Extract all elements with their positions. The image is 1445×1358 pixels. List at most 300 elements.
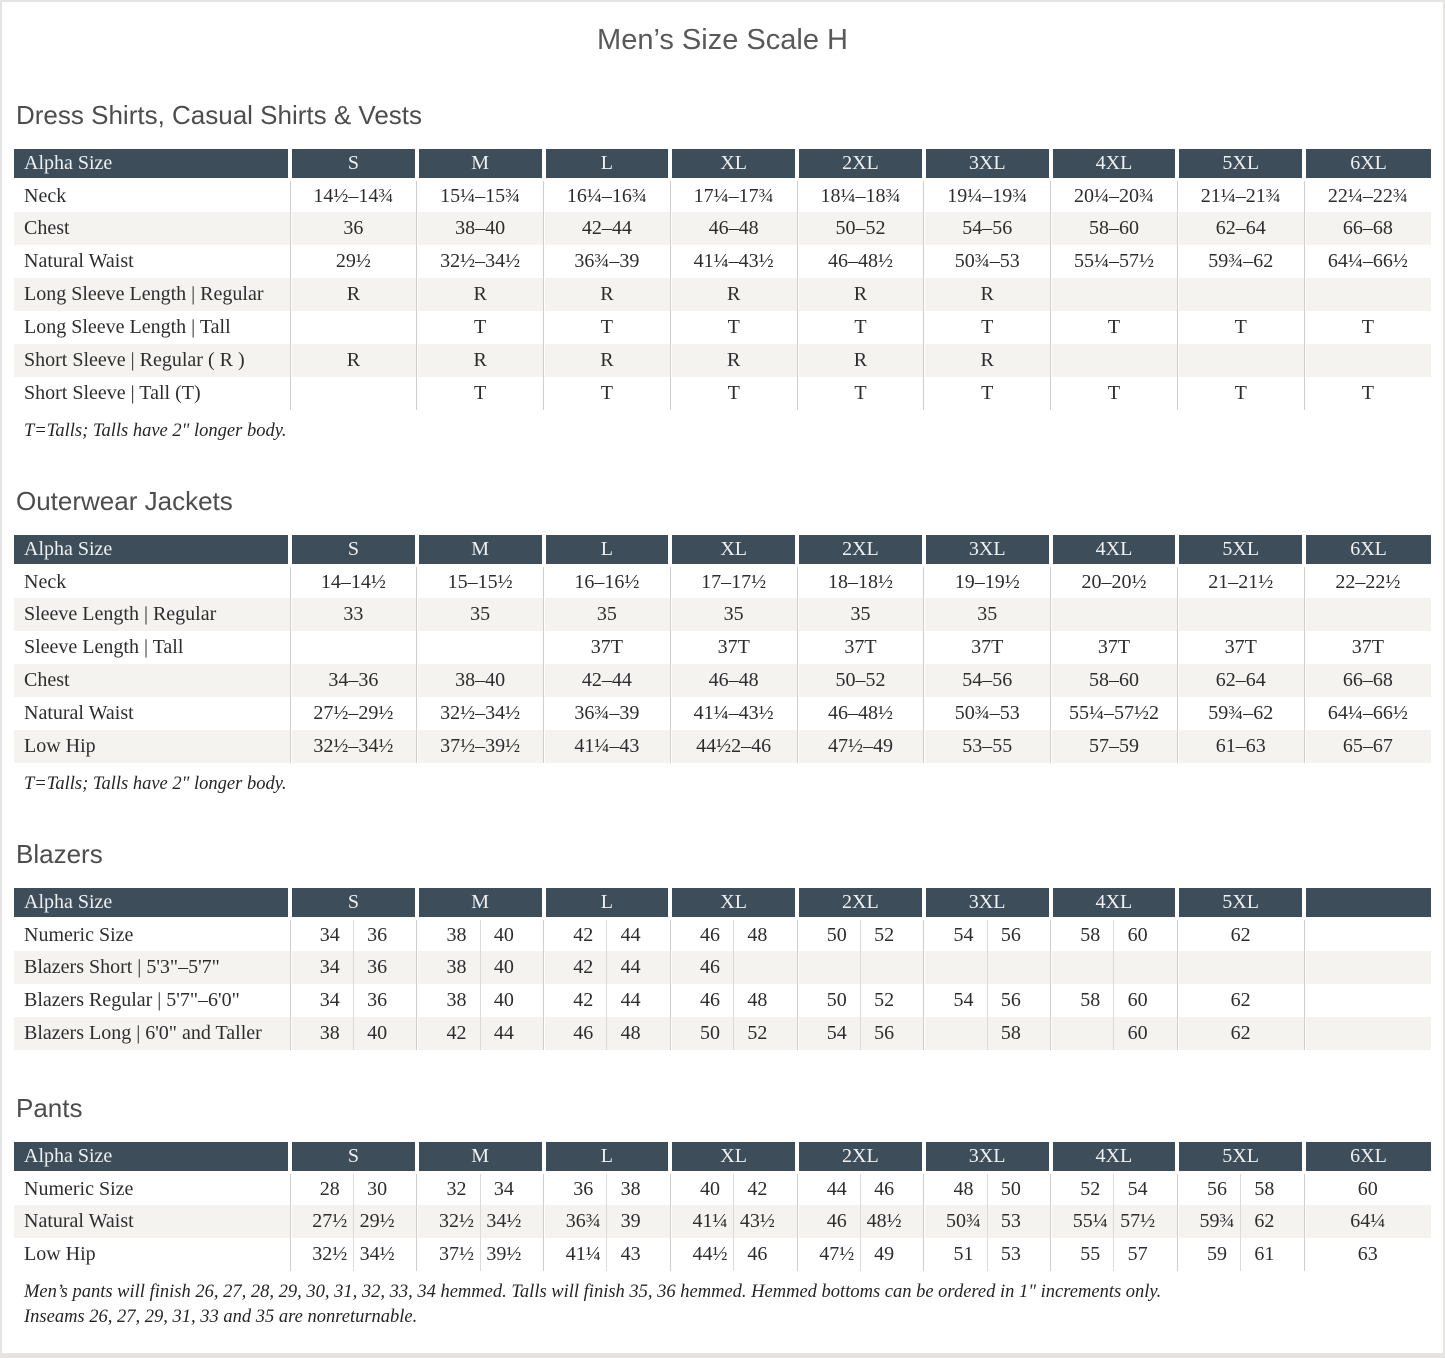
size-column-header: 6XL [1304, 535, 1431, 565]
value-cell: 42–44 [544, 664, 671, 697]
value-cell: 16¼–16¾ [544, 179, 671, 212]
value-cell: 35 [924, 598, 1051, 631]
section-heading-blazers: Blazers [16, 839, 103, 869]
value-cell [1304, 984, 1431, 1017]
size-column-header: 3XL [924, 535, 1051, 565]
value-cell: 34 [290, 951, 353, 984]
value-cell: 38 [290, 1017, 353, 1050]
value-cell: 44½2–46 [670, 730, 797, 763]
value-cell [734, 951, 797, 984]
value-cell: T [417, 311, 544, 344]
value-cell: 20–20½ [1051, 565, 1178, 598]
outerwear-jackets-footnotes [14, 772, 1431, 796]
value-cell: 58 [1051, 918, 1114, 951]
header-row [14, 535, 1431, 565]
value-cell: 27½ [290, 1205, 353, 1238]
value-cell: R [544, 278, 671, 311]
value-cell: 32 [417, 1172, 480, 1205]
value-cell: 42 [544, 951, 607, 984]
size-column-header: S [290, 1142, 417, 1172]
value-cell: 54 [1114, 1172, 1177, 1205]
value-cell: 50 [987, 1172, 1050, 1205]
header-row [14, 149, 1431, 179]
value-cell: 58 [1051, 984, 1114, 1017]
value-cell: 46–48 [670, 212, 797, 245]
table-row [14, 245, 1431, 278]
value-cell: 54–56 [924, 664, 1051, 697]
value-cell: 52 [1051, 1172, 1114, 1205]
value-cell: 60 [1304, 1172, 1431, 1205]
size-column-header: M [417, 149, 544, 179]
value-cell: 65–67 [1304, 730, 1431, 763]
footnote: Men’s pants will finish 26, 27, 28, 29, 30, 31, 32, 33, 34 hemmed. Talls will finish 35, 36 hemmed. Hemmed bottoms can be ordered in 1" increments only. [24, 1282, 1162, 1302]
value-cell: 37T [797, 631, 924, 664]
value-cell [1304, 598, 1431, 631]
value-cell: 59 [1177, 1238, 1240, 1271]
value-cell [290, 377, 417, 410]
value-cell: 55 [1051, 1238, 1114, 1271]
size-column-header: L [544, 535, 671, 565]
row-label-cell: Chest [24, 669, 70, 691]
value-cell: 46–48½ [797, 245, 924, 278]
row-label-cell: Blazers Long | 6'0" and Taller [24, 1022, 262, 1044]
value-cell: R [670, 278, 797, 311]
value-cell: 54 [797, 1017, 860, 1050]
value-cell: 44 [797, 1172, 860, 1205]
value-cell: 50–52 [797, 664, 924, 697]
value-cell: 15¼–15¾ [417, 179, 544, 212]
value-cell: 34½ [353, 1238, 416, 1271]
value-cell: 38 [417, 984, 480, 1017]
row-label-cell: Numeric Size [24, 1177, 134, 1200]
size-column-header: 4XL [1051, 888, 1178, 918]
row-label-cell: Numeric Size [24, 923, 134, 946]
table-row [14, 1205, 1431, 1238]
value-cell: 34 [480, 1172, 543, 1205]
blazers-size-table [14, 888, 1431, 1050]
value-cell: 40 [670, 1172, 733, 1205]
value-cell: 44½ [670, 1238, 733, 1271]
value-cell: 19¼–19¾ [924, 179, 1051, 212]
value-cell: 37½ [417, 1238, 480, 1271]
value-cell: 35 [417, 598, 544, 631]
row-label-cell: Low Hip [24, 735, 96, 757]
table-row [14, 1238, 1431, 1271]
value-cell: 22–22½ [1304, 565, 1431, 598]
header-row [14, 1142, 1431, 1172]
value-cell: 50 [797, 918, 860, 951]
value-cell: T [797, 377, 924, 410]
table-row [14, 179, 1431, 212]
value-cell: 34 [290, 918, 353, 951]
value-cell: 19–19½ [924, 565, 1051, 598]
value-cell [1051, 951, 1114, 984]
value-cell: 18¼–18¾ [797, 179, 924, 212]
row-label-cell: Neck [24, 184, 67, 207]
row-label-cell: Sleeve Length | Regular [24, 603, 217, 625]
value-cell: 35 [670, 598, 797, 631]
value-cell: 50¾–53 [924, 697, 1051, 730]
value-cell: 51 [924, 1238, 987, 1271]
value-cell: 36¾–39 [544, 697, 671, 730]
value-cell: 48 [607, 1017, 670, 1050]
value-cell: R [797, 278, 924, 311]
value-cell: 32½–34½ [417, 245, 544, 278]
value-cell: 48 [924, 1172, 987, 1205]
value-cell: 15–15½ [417, 565, 544, 598]
value-cell: 48½ [860, 1205, 923, 1238]
value-cell: T [544, 311, 671, 344]
value-cell: 46 [797, 1205, 860, 1238]
value-cell: 57½ [1114, 1205, 1177, 1238]
value-cell [1051, 278, 1178, 311]
row-label-cell: Natural Waist [24, 250, 134, 272]
value-cell: 66–68 [1304, 664, 1431, 697]
row-label-cell: Long Sleeve Length | Tall [24, 316, 231, 338]
row-label-cell: Long Sleeve Length | Regular [24, 283, 264, 305]
row-label-cell: Natural Waist [24, 1210, 134, 1232]
row-label-cell: Short Sleeve | Regular ( R ) [24, 349, 245, 371]
value-cell: 38–40 [417, 664, 544, 697]
value-cell: 62 [1241, 1205, 1304, 1238]
value-cell: 54–56 [924, 212, 1051, 245]
size-column-header: S [290, 888, 417, 918]
value-cell: 33 [290, 598, 417, 631]
size-column-header: 5XL [1177, 535, 1304, 565]
value-cell: 50¾ [924, 1205, 987, 1238]
size-column-header: 6XL [1304, 1142, 1431, 1172]
value-cell: T [1177, 311, 1304, 344]
value-cell: 28 [290, 1172, 353, 1205]
value-cell: 52 [860, 984, 923, 1017]
value-cell: 38–40 [417, 212, 544, 245]
value-cell: T [1304, 311, 1431, 344]
value-cell: 29½ [290, 245, 417, 278]
value-cell [1304, 918, 1431, 951]
value-cell: T [670, 377, 797, 410]
size-column-header: 4XL [1051, 535, 1178, 565]
footnote: T=Talls; Talls have 2" longer body. [24, 774, 287, 794]
value-cell: 36 [544, 1172, 607, 1205]
value-cell: T [797, 311, 924, 344]
size-column-header: 2XL [797, 149, 924, 179]
value-cell: 62–64 [1177, 212, 1304, 245]
value-cell: 41¼–43 [544, 730, 671, 763]
value-cell: 46 [734, 1238, 797, 1271]
pants-footnotes [14, 1280, 1431, 1329]
value-cell: 32½ [290, 1238, 353, 1271]
size-column-header: S [290, 535, 417, 565]
value-cell: 59¾ [1177, 1205, 1240, 1238]
size-column-header: XL [670, 149, 797, 179]
value-cell: R [797, 344, 924, 377]
size-column-header: 4XL [1051, 1142, 1178, 1172]
value-cell: 38 [607, 1172, 670, 1205]
table-row [14, 730, 1431, 763]
size-column-header: 4XL [1051, 149, 1178, 179]
value-cell [290, 311, 417, 344]
value-cell: 61–63 [1177, 730, 1304, 763]
value-cell [1304, 951, 1431, 984]
value-cell: 50 [797, 984, 860, 1017]
row-label-cell: Chest [24, 217, 70, 239]
value-cell: T [417, 377, 544, 410]
size-column-header: M [417, 535, 544, 565]
section-dress-shirts [14, 100, 1431, 443]
label-column-header: Alpha Size [14, 149, 290, 179]
table-row [14, 951, 1431, 984]
value-cell [1051, 1017, 1114, 1050]
value-cell: 46–48 [670, 664, 797, 697]
value-cell: 47½–49 [797, 730, 924, 763]
value-cell: 21¼–21¾ [1177, 179, 1304, 212]
value-cell: 36 [290, 212, 417, 245]
table-row [14, 697, 1431, 730]
value-cell: 32½–34½ [290, 730, 417, 763]
dress-shirts-size-table [14, 149, 1431, 410]
value-cell: 39 [607, 1205, 670, 1238]
value-cell: 34–36 [290, 664, 417, 697]
value-cell [1304, 344, 1431, 377]
value-cell [860, 951, 923, 984]
table-row [14, 598, 1431, 631]
value-cell: 40 [480, 918, 543, 951]
value-cell: 36 [353, 951, 416, 984]
page-title: Men’s Size Scale H [597, 24, 848, 56]
value-cell: 14–14½ [290, 565, 417, 598]
value-cell: 58 [987, 1017, 1050, 1050]
value-cell: 37T [924, 631, 1051, 664]
table-row [14, 631, 1431, 664]
value-cell: 62 [1177, 918, 1304, 951]
value-cell [924, 1017, 987, 1050]
size-column-header: XL [670, 535, 797, 565]
value-cell: 32½–34½ [417, 697, 544, 730]
size-column-header: 5XL [1177, 1142, 1304, 1172]
value-cell: T [924, 377, 1051, 410]
section-blazers [14, 839, 1431, 1050]
value-cell: 38 [417, 918, 480, 951]
value-cell: R [417, 344, 544, 377]
value-cell: 53 [987, 1238, 1050, 1271]
value-cell: 42–44 [544, 212, 671, 245]
size-column-header: L [544, 1142, 671, 1172]
value-cell: 48 [734, 984, 797, 1017]
size-column-header: 5XL [1177, 149, 1304, 179]
value-cell: 44 [607, 951, 670, 984]
value-cell: 49 [860, 1238, 923, 1271]
value-cell: 46 [670, 984, 733, 1017]
value-cell: 42 [544, 918, 607, 951]
table-row [14, 565, 1431, 598]
value-cell: 14½–14¾ [290, 179, 417, 212]
value-cell: 48 [734, 918, 797, 951]
header-row [14, 888, 1431, 918]
value-cell: 37T [1304, 631, 1431, 664]
row-label-cell: Blazers Short | 5'3"–5'7" [24, 956, 220, 978]
value-cell: 58–60 [1051, 664, 1178, 697]
value-cell: 36 [353, 918, 416, 951]
value-cell: 50–52 [797, 212, 924, 245]
value-cell: 46–48½ [797, 697, 924, 730]
value-cell: 57 [1114, 1238, 1177, 1271]
value-cell: 47½ [797, 1238, 860, 1271]
value-cell: 50¾–53 [924, 245, 1051, 278]
value-cell: 37T [670, 631, 797, 664]
value-cell: R [544, 344, 671, 377]
table-row [14, 918, 1431, 951]
value-cell: 16–16½ [544, 565, 671, 598]
value-cell: 42 [417, 1017, 480, 1050]
value-cell: 41¼–43½ [670, 697, 797, 730]
value-cell: 40 [480, 984, 543, 1017]
value-cell: 44 [480, 1017, 543, 1050]
size-column-header: 3XL [924, 888, 1051, 918]
value-cell: 61 [1241, 1238, 1304, 1271]
value-cell: 40 [353, 1017, 416, 1050]
value-cell [1051, 598, 1178, 631]
value-cell: 46 [860, 1172, 923, 1205]
value-cell: 54 [924, 984, 987, 1017]
value-cell: R [290, 344, 417, 377]
row-label-cell: Neck [24, 570, 67, 593]
value-cell: R [924, 344, 1051, 377]
value-cell [1114, 951, 1177, 984]
value-cell: 35 [544, 598, 671, 631]
value-cell: T [544, 377, 671, 410]
value-cell: 64¼–66½ [1304, 697, 1431, 730]
value-cell [924, 951, 987, 984]
value-cell: 37T [1177, 631, 1304, 664]
section-heading-dress-shirts: Dress Shirts, Casual Shirts & Vests [16, 100, 423, 130]
size-column-header: M [417, 1142, 544, 1172]
value-cell: R [670, 344, 797, 377]
value-cell: 41¼–43½ [670, 245, 797, 278]
value-cell: 60 [1114, 1017, 1177, 1050]
value-cell: 62–64 [1177, 664, 1304, 697]
value-cell: 56 [1177, 1172, 1240, 1205]
value-cell: 58 [1241, 1172, 1304, 1205]
size-column-header: 6XL [1304, 149, 1431, 179]
size-column-header: M [417, 888, 544, 918]
table-row [14, 212, 1431, 245]
value-cell: 34½ [480, 1205, 543, 1238]
pants-size-table [14, 1142, 1431, 1271]
value-cell: 58–60 [1051, 212, 1178, 245]
value-cell: 32½ [417, 1205, 480, 1238]
value-cell: 37½–39½ [417, 730, 544, 763]
value-cell: 41¼ [544, 1238, 607, 1271]
label-column-header: Alpha Size [14, 1142, 290, 1172]
value-cell: 62 [1177, 1017, 1304, 1050]
value-cell: 42 [544, 984, 607, 1017]
row-label-cell: Blazers Regular | 5'7"–6'0" [24, 989, 240, 1011]
table-row [14, 664, 1431, 697]
value-cell: 56 [987, 918, 1050, 951]
value-cell: 53–55 [924, 730, 1051, 763]
label-column-header: Alpha Size [14, 888, 290, 918]
value-cell: 63 [1304, 1238, 1431, 1271]
size-column-header: L [544, 888, 671, 918]
value-cell [1177, 951, 1304, 984]
section-heading-pants: Pants [16, 1093, 83, 1123]
value-cell: 27½–29½ [290, 697, 417, 730]
value-cell: 34 [290, 984, 353, 1017]
value-cell: 41¼ [670, 1205, 733, 1238]
value-cell: 54 [924, 918, 987, 951]
value-cell: 39½ [480, 1238, 543, 1271]
row-label-cell: Short Sleeve | Tall (T) [24, 382, 201, 404]
value-cell: 60 [1114, 918, 1177, 951]
value-cell: 44 [607, 984, 670, 1017]
value-cell: 52 [860, 918, 923, 951]
dress-shirts-footnotes [14, 419, 1431, 443]
table-row [14, 278, 1431, 311]
value-cell: 53 [987, 1205, 1050, 1238]
table-row [14, 1017, 1431, 1050]
table-row [14, 377, 1431, 410]
size-column-header: XL [670, 1142, 797, 1172]
value-cell: 38 [417, 951, 480, 984]
value-cell: 52 [734, 1017, 797, 1050]
value-cell: 64¼ [1304, 1205, 1431, 1238]
value-cell: 55¼–57½ [1051, 245, 1178, 278]
footnote: Inseams 26, 27, 29, 31, 33 and 35 are nonreturnable. [24, 1307, 418, 1327]
size-column-header: 5XL [1177, 888, 1304, 918]
value-cell: T [1177, 377, 1304, 410]
value-cell: 21–21½ [1177, 565, 1304, 598]
outerwear-jackets-size-table [14, 535, 1431, 763]
value-cell: 57–59 [1051, 730, 1178, 763]
label-column-header: Alpha Size [14, 535, 290, 565]
row-label-cell: Natural Waist [24, 702, 134, 724]
section-pants [14, 1093, 1431, 1329]
value-cell: 18–18½ [797, 565, 924, 598]
value-cell: 46 [670, 951, 733, 984]
value-cell: 36¾ [544, 1205, 607, 1238]
value-cell: 56 [987, 984, 1050, 1017]
value-cell [290, 631, 417, 664]
value-cell: 43½ [734, 1205, 797, 1238]
value-cell: 46 [670, 918, 733, 951]
size-column-header: 2XL [797, 1142, 924, 1172]
value-cell: 44 [607, 918, 670, 951]
value-cell [1304, 278, 1431, 311]
value-cell: 60 [1114, 984, 1177, 1017]
value-cell: 64¼–66½ [1304, 245, 1431, 278]
row-label-cell: Low Hip [24, 1243, 96, 1265]
table-row [14, 984, 1431, 1017]
value-cell: 22¼–22¾ [1304, 179, 1431, 212]
table-row [14, 1172, 1431, 1205]
table-row [14, 311, 1431, 344]
table-row [14, 344, 1431, 377]
value-cell: R [924, 278, 1051, 311]
section-outerwear-jackets [14, 486, 1431, 796]
size-column-header: 3XL [924, 1142, 1051, 1172]
value-cell: 56 [860, 1017, 923, 1050]
size-column-header: 3XL [924, 149, 1051, 179]
size-column-header: XL [670, 888, 797, 918]
value-cell: 37T [1051, 631, 1178, 664]
value-cell [1177, 598, 1304, 631]
value-cell: 62 [1177, 984, 1304, 1017]
size-column-header: 2XL [797, 888, 924, 918]
value-cell: 55¼ [1051, 1205, 1114, 1238]
size-column-header: 2XL [797, 535, 924, 565]
value-cell: 43 [607, 1238, 670, 1271]
value-cell: 46 [544, 1017, 607, 1050]
